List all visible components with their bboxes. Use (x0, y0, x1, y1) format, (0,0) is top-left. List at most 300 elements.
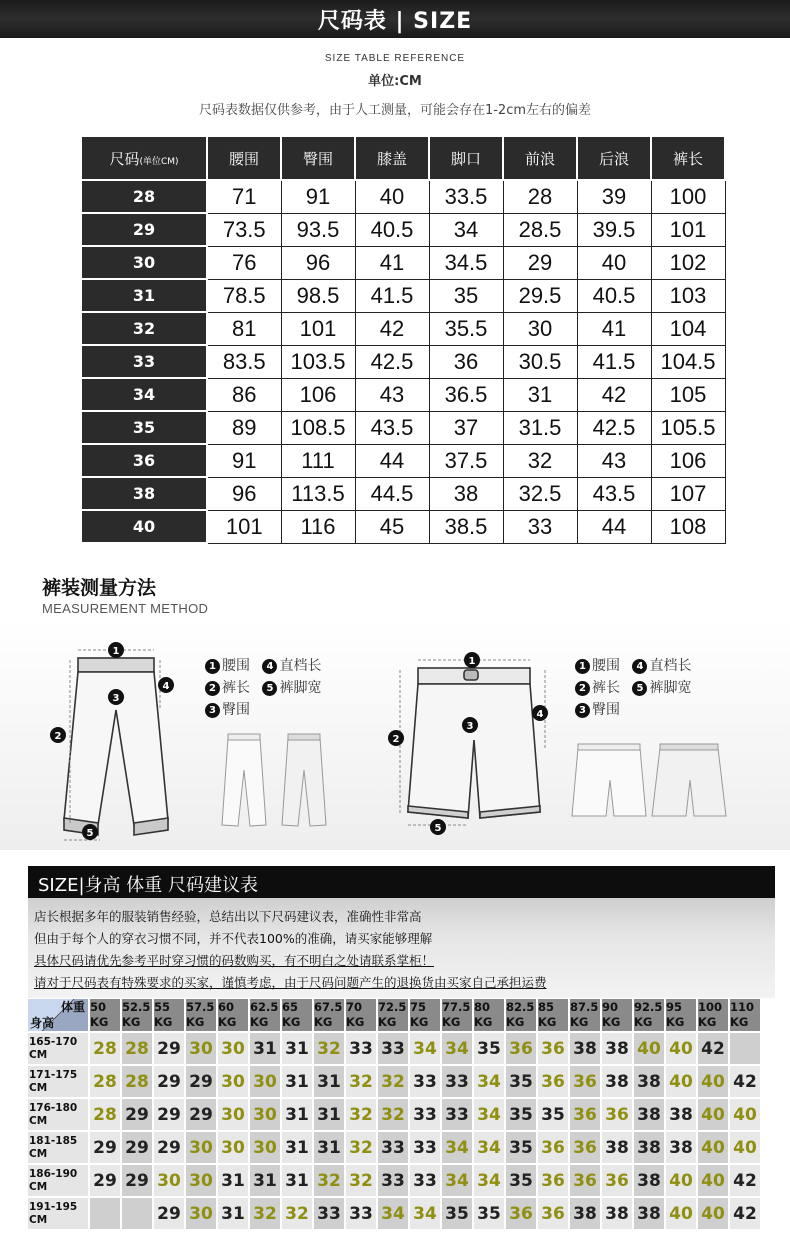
legend-label: 臀围 (222, 702, 250, 718)
size-table-header-row (81, 136, 725, 180)
weight-value: 110 (730, 1000, 755, 1014)
weight-value: 55 (154, 1000, 171, 1014)
size-cell: 108.5 (281, 411, 355, 444)
legend-number: 3 (205, 703, 220, 718)
size-cell: 40.5 (355, 213, 429, 246)
legend-number: 4 (632, 659, 647, 674)
weight-unit: KG (250, 1015, 269, 1029)
recommended-size-cell: 36 (570, 1132, 600, 1163)
marker-label: 4 (536, 709, 544, 720)
weight-value: 100 (698, 1000, 723, 1014)
marker-label: 5 (86, 828, 94, 839)
recommended-size-cell (90, 1198, 120, 1229)
size-cell: 41.5 (577, 345, 651, 378)
size-cell: 29 (503, 246, 577, 279)
long-pants-thumbnails (222, 734, 326, 826)
weight-unit: KG (410, 1015, 429, 1029)
recommended-size-cell: 36 (538, 1198, 568, 1229)
weight-header-cell (442, 999, 472, 1031)
height-row (28, 1099, 760, 1130)
size-cell: 43.5 (577, 477, 651, 510)
size-row-label: 38 (81, 477, 207, 510)
size-row (81, 213, 725, 246)
recommended-size-cell: 30 (218, 1033, 248, 1064)
height-row (28, 1033, 760, 1064)
weight-header-cell (570, 999, 600, 1031)
recommended-size-cell: 32 (314, 1033, 344, 1064)
weight-value: 75 (410, 1000, 427, 1014)
recommended-size-cell: 35 (538, 1099, 568, 1130)
recommended-size-cell: 28 (90, 1099, 120, 1130)
weight-header-cell (346, 999, 376, 1031)
height-range: 171-175 (29, 1068, 78, 1081)
marker-label: 2 (54, 731, 62, 742)
size-cell: 28.5 (503, 213, 577, 246)
height-unit: CM (29, 1213, 48, 1226)
recommended-size-cell: 38 (602, 1198, 632, 1229)
size-cell: 41.5 (355, 279, 429, 312)
recommended-size-cell: 36 (506, 1198, 536, 1229)
recommended-size-cell: 30 (186, 1198, 216, 1229)
height-range: 165-170 (29, 1035, 78, 1048)
recommended-size-cell: 34 (442, 1132, 472, 1163)
recommended-size-cell: 29 (186, 1099, 216, 1130)
size-cell: 43 (355, 378, 429, 411)
height-unit: CM (29, 1114, 48, 1127)
recommended-size-cell: 32 (378, 1099, 408, 1130)
recommended-size-cell: 33 (410, 1132, 440, 1163)
size-cell: 41 (355, 246, 429, 279)
weight-unit: KG (634, 1015, 653, 1029)
weight-unit: KG (506, 1015, 525, 1029)
size-cell: 107 (651, 477, 725, 510)
recommended-size-cell: 40 (730, 1132, 760, 1163)
size-cell: 101 (281, 312, 355, 345)
legend-number: 3 (575, 703, 590, 718)
weight-header-cell (602, 999, 632, 1031)
size-cell: 39.5 (577, 213, 651, 246)
recommended-size-cell: 31 (282, 1165, 312, 1196)
size-cell: 44 (577, 510, 651, 543)
legend-number: 2 (205, 681, 220, 696)
size-cell: 44 (355, 444, 429, 477)
size-cell: 40 (355, 180, 429, 213)
weight-header-cell (122, 999, 152, 1031)
weight-unit: KG (730, 1015, 749, 1029)
weight-value: 80 (474, 1000, 491, 1014)
weight-header-cell (538, 999, 568, 1031)
size-row (81, 477, 725, 510)
recommended-size-cell: 36 (538, 1033, 568, 1064)
recommended-size-cell: 34 (410, 1198, 440, 1229)
size-row (81, 279, 725, 312)
size-cell: 81 (207, 312, 281, 345)
size-table (80, 135, 726, 544)
size-cell: 34.5 (429, 246, 503, 279)
weight-unit: KG (378, 1015, 397, 1029)
height-row (28, 1132, 760, 1163)
size-cell: 43.5 (355, 411, 429, 444)
column-header: 后浪 (577, 136, 651, 180)
recommended-size-cell: 35 (506, 1066, 536, 1097)
weight-header-cell (378, 999, 408, 1031)
weight-value: 60 (218, 1000, 235, 1014)
size-cell: 33 (503, 510, 577, 543)
weight-unit: KG (314, 1015, 333, 1029)
recommended-size-cell: 40 (698, 1198, 728, 1229)
recommended-size-cell: 40 (698, 1165, 728, 1196)
weight-unit: KG (282, 1015, 301, 1029)
recommended-size-cell: 29 (154, 1099, 184, 1130)
height-row (28, 1066, 760, 1097)
size-cell: 91 (207, 444, 281, 477)
size-row-label: 29 (81, 213, 207, 246)
height-row (28, 1165, 760, 1196)
size-cell: 116 (281, 510, 355, 543)
size-cell: 76 (207, 246, 281, 279)
weight-header-cell (186, 999, 216, 1031)
height-range: 191-195 (29, 1200, 78, 1213)
recommended-size-cell: 32 (282, 1198, 312, 1229)
recommended-size-cell: 35 (474, 1198, 504, 1229)
size-row-label: 32 (81, 312, 207, 345)
size-cell: 102 (651, 246, 725, 279)
size-corner-unit: (单位CM) (139, 156, 179, 167)
legend-label: 腰围 (222, 658, 250, 674)
legend-number: 5 (632, 681, 647, 696)
marker-label: 5 (434, 823, 442, 834)
legend-number: 2 (575, 681, 590, 696)
weight-value: 57.5 (186, 1000, 215, 1014)
recommended-size-cell: 31 (282, 1033, 312, 1064)
recommendation-note: 但由于每个人的穿衣习惯不同，并不代表100%的准确，请买家能够理解 (34, 931, 433, 946)
size-cell: 44.5 (355, 477, 429, 510)
shorts-thumbnails (572, 744, 726, 816)
recommended-size-cell: 40 (698, 1132, 728, 1163)
measurement-title: 裤装测量方法 (42, 577, 157, 599)
recommended-size-cell: 32 (346, 1132, 376, 1163)
size-cell: 103.5 (281, 345, 355, 378)
recommended-size-cell: 33 (378, 1165, 408, 1196)
recommended-size-cell: 38 (634, 1099, 664, 1130)
column-header: 脚口 (429, 136, 503, 180)
recommended-size-cell: 38 (634, 1198, 664, 1229)
size-cell: 37 (429, 411, 503, 444)
recommended-size-cell: 40 (634, 1033, 664, 1064)
recommended-size-cell: 36 (602, 1099, 632, 1130)
weight-value: 65 (282, 1000, 299, 1014)
height-unit: CM (29, 1180, 48, 1193)
size-cell: 96 (281, 246, 355, 279)
recommended-size-cell: 31 (250, 1165, 280, 1196)
legend-label: 直档长 (279, 658, 322, 674)
height-row (28, 1198, 760, 1229)
recommended-size-cell: 29 (154, 1066, 184, 1097)
size-row (81, 378, 725, 411)
size-corner-label: 尺码 (109, 149, 140, 168)
size-cell: 78.5 (207, 279, 281, 312)
recommended-size-cell: 35 (506, 1099, 536, 1130)
legend-label: 裤脚宽 (649, 680, 692, 696)
size-cell: 32.5 (503, 477, 577, 510)
marker-label: 1 (468, 656, 476, 667)
recommended-size-cell: 40 (698, 1066, 728, 1097)
recommended-size-cell: 40 (730, 1099, 760, 1130)
size-cell: 31 (503, 378, 577, 411)
size-cell: 105.5 (651, 411, 725, 444)
weight-header-cell (666, 999, 696, 1031)
legend-label: 臀围 (592, 702, 620, 718)
recommended-size-cell: 33 (410, 1066, 440, 1097)
long-pants-illustration (64, 658, 168, 835)
size-cell: 31.5 (503, 411, 577, 444)
recommendation-title: SIZE|身高 体重 尺码建议表 (38, 875, 258, 896)
recommendation-note: 店长根据多年的服装销售经验，总结出以下尺码建议表，准确性非常高 (34, 909, 422, 924)
weight-value: 92.5 (634, 1000, 663, 1014)
size-row (81, 411, 725, 444)
recommended-size-cell: 30 (218, 1066, 248, 1097)
corner-weight-label: 体重 (60, 1000, 85, 1014)
legend-number: 1 (575, 659, 590, 674)
height-label (28, 1165, 88, 1196)
recommended-size-cell: 30 (186, 1132, 216, 1163)
recommended-size-cell: 31 (314, 1099, 344, 1130)
height-unit: CM (29, 1081, 48, 1094)
recommended-size-cell: 42 (730, 1165, 760, 1196)
recommended-size-cell: 36 (570, 1165, 600, 1196)
size-corner-cell (81, 136, 207, 180)
height-label (28, 1099, 88, 1130)
recommended-size-cell: 33 (410, 1165, 440, 1196)
recommended-size-cell: 31 (250, 1033, 280, 1064)
recommended-size-cell: 33 (346, 1033, 376, 1064)
size-cell: 71 (207, 180, 281, 213)
recommended-size-cell: 35 (506, 1132, 536, 1163)
recommended-size-cell: 29 (154, 1132, 184, 1163)
size-cell: 37.5 (429, 444, 503, 477)
recommended-size-cell: 36 (538, 1132, 568, 1163)
size-cell: 113.5 (281, 477, 355, 510)
recommended-size-cell: 40 (698, 1099, 728, 1130)
recommendation-note: 具体尺码请优先参考平时穿习惯的码数购买，有不明白之处请联系掌柜！ (34, 953, 435, 968)
size-cell: 86 (207, 378, 281, 411)
legend-label: 裤脚宽 (279, 680, 322, 696)
recommended-size-cell: 31 (282, 1132, 312, 1163)
size-cell: 45 (355, 510, 429, 543)
recommended-size-cell: 38 (634, 1132, 664, 1163)
size-cell: 106 (651, 444, 725, 477)
recommended-size-cell: 32 (314, 1165, 344, 1196)
recommended-size-cell: 38 (666, 1132, 696, 1163)
size-row-label: 28 (81, 180, 207, 213)
recommended-size-cell: 29 (186, 1066, 216, 1097)
measurement-legend-long (205, 655, 321, 721)
unit-label: 单位:CM (368, 74, 422, 89)
size-cell: 105 (651, 378, 725, 411)
height-range: 176-180 (29, 1101, 78, 1114)
height-label (28, 1066, 88, 1097)
recommended-size-cell: 32 (346, 1099, 376, 1130)
size-cell: 42.5 (355, 345, 429, 378)
weight-header-cell (634, 999, 664, 1031)
recommended-size-cell: 28 (90, 1033, 120, 1064)
size-cell: 34 (429, 213, 503, 246)
weight-value: 67.5 (314, 1000, 343, 1014)
recommended-size-cell: 34 (474, 1165, 504, 1196)
height-weight-corner (28, 999, 88, 1031)
size-row-label: 33 (81, 345, 207, 378)
weight-unit: KG (346, 1015, 365, 1029)
recommended-size-cell: 31 (314, 1132, 344, 1163)
weight-header-cell (474, 999, 504, 1031)
height-label (28, 1033, 88, 1064)
size-cell: 106 (281, 378, 355, 411)
height-range: 181-185 (29, 1134, 78, 1147)
size-cell: 36.5 (429, 378, 503, 411)
recommended-size-cell: 30 (218, 1132, 248, 1163)
weight-value: 70 (346, 1000, 363, 1014)
recommended-size-cell: 40 (666, 1198, 696, 1229)
size-cell: 29.5 (503, 279, 577, 312)
measurement-subtitle: MEASUREMENT METHOD (42, 601, 209, 616)
legend-number: 1 (205, 659, 220, 674)
recommended-size-cell: 38 (634, 1165, 664, 1196)
size-row-label: 35 (81, 411, 207, 444)
size-cell: 111 (281, 444, 355, 477)
recommended-size-cell: 28 (122, 1066, 152, 1097)
size-cell: 40 (577, 246, 651, 279)
recommended-size-cell: 31 (282, 1099, 312, 1130)
recommended-size-cell (730, 1033, 760, 1064)
recommended-size-cell: 40 (666, 1033, 696, 1064)
weight-unit: KG (698, 1015, 717, 1029)
size-cell: 43 (577, 444, 651, 477)
weight-header-cell (154, 999, 184, 1031)
weight-header-cell (410, 999, 440, 1031)
recommended-size-cell: 29 (122, 1099, 152, 1130)
marker-label: 3 (112, 693, 120, 704)
weight-value: 72.5 (378, 1000, 407, 1014)
corner-height-label: 身高 (30, 1016, 55, 1030)
size-cell: 30.5 (503, 345, 577, 378)
recommended-size-cell: 32 (378, 1066, 408, 1097)
recommended-size-cell: 30 (186, 1165, 216, 1196)
recommended-size-cell: 29 (154, 1033, 184, 1064)
recommended-size-cell: 35 (474, 1033, 504, 1064)
legend-label: 裤长 (222, 680, 250, 696)
height-label (28, 1132, 88, 1163)
column-header: 膝盖 (355, 136, 429, 180)
recommended-size-cell: 34 (474, 1132, 504, 1163)
weight-header-cell (90, 999, 120, 1031)
marker-label: 4 (162, 681, 170, 692)
recommended-size-cell: 40 (666, 1066, 696, 1097)
subtitle-en: SIZE TABLE REFERENCE (324, 53, 466, 64)
weight-unit: KG (570, 1015, 589, 1029)
size-row (81, 444, 725, 477)
recommended-size-cell: 34 (442, 1165, 472, 1196)
size-cell: 104.5 (651, 345, 725, 378)
size-cell: 100 (651, 180, 725, 213)
recommended-size-cell: 42 (730, 1066, 760, 1097)
legend-label: 直档长 (649, 658, 692, 674)
size-cell: 104 (651, 312, 725, 345)
legend-label: 腰围 (592, 658, 620, 674)
recommended-size-cell: 30 (154, 1165, 184, 1196)
recommended-size-cell: 29 (122, 1132, 152, 1163)
weight-value: 90 (602, 1000, 619, 1014)
size-row-label: 30 (81, 246, 207, 279)
height-unit: CM (29, 1048, 48, 1061)
recommended-size-cell: 33 (410, 1099, 440, 1130)
marker-label: 1 (112, 646, 120, 657)
recommended-size-cell: 36 (506, 1033, 536, 1064)
recommended-size-cell: 36 (570, 1066, 600, 1097)
size-row (81, 246, 725, 279)
size-cell: 93.5 (281, 213, 355, 246)
size-cell: 40.5 (577, 279, 651, 312)
size-row-label: 34 (81, 378, 207, 411)
recommended-size-cell: 33 (378, 1033, 408, 1064)
size-cell: 38.5 (429, 510, 503, 543)
height-unit: CM (29, 1147, 48, 1160)
size-cell: 41 (577, 312, 651, 345)
weight-header-row (28, 999, 760, 1031)
weight-value: 85 (538, 1000, 555, 1014)
size-cell: 101 (651, 213, 725, 246)
weight-unit: KG (154, 1015, 173, 1029)
weight-value: 82.5 (506, 1000, 535, 1014)
weight-unit: KG (602, 1015, 621, 1029)
recommended-size-cell: 31 (282, 1066, 312, 1097)
size-recommendation-table (26, 997, 762, 1231)
size-cell: 38 (429, 477, 503, 510)
recommended-size-cell: 29 (122, 1165, 152, 1196)
recommended-size-cell: 36 (538, 1165, 568, 1196)
weight-value: 50 (90, 1000, 107, 1014)
size-row (81, 510, 725, 543)
recommended-size-cell: 38 (570, 1198, 600, 1229)
column-header: 臀围 (281, 136, 355, 180)
recommendation-note: 请对于尺码表有特殊要求的买家，谨慎考虑，由于尺码问题产生的退换货由买家自己承担运费 (34, 975, 547, 990)
recommended-size-cell: 38 (602, 1033, 632, 1064)
recommended-size-cell: 29 (90, 1132, 120, 1163)
size-cell: 30 (503, 312, 577, 345)
recommended-size-cell: 34 (474, 1066, 504, 1097)
weight-value: 87.5 (570, 1000, 599, 1014)
recommended-size-cell: 38 (602, 1132, 632, 1163)
recommended-size-cell: 33 (442, 1066, 472, 1097)
recommended-size-cell: 35 (506, 1165, 536, 1196)
size-cell: 36 (429, 345, 503, 378)
size-cell: 32 (503, 444, 577, 477)
recommended-size-cell: 33 (314, 1198, 344, 1229)
column-header: 裤长 (651, 136, 725, 180)
recommended-size-cell: 36 (570, 1099, 600, 1130)
weight-unit: KG (538, 1015, 557, 1029)
size-cell: 35.5 (429, 312, 503, 345)
recommended-size-cell: 38 (602, 1066, 632, 1097)
recommended-size-cell: 33 (378, 1132, 408, 1163)
marker-label: 3 (466, 721, 474, 732)
legend-number: 5 (262, 681, 277, 696)
size-cell: 108 (651, 510, 725, 543)
recommended-size-cell: 28 (90, 1066, 120, 1097)
size-row (81, 345, 725, 378)
weight-header-cell (314, 999, 344, 1031)
weight-value: 52.5 (122, 1000, 151, 1014)
recommended-size-cell: 32 (346, 1165, 376, 1196)
